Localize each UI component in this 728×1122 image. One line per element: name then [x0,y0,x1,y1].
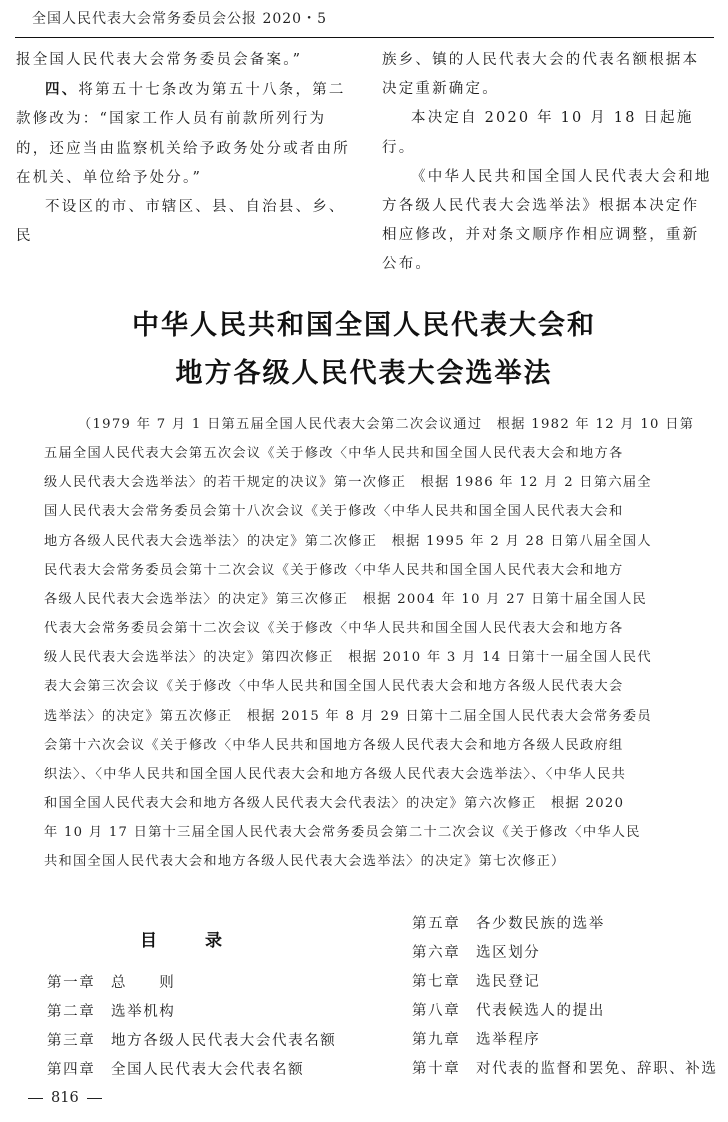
toc-list-left [47,969,336,1085]
toc-item[interactable] [412,997,718,1026]
toc-item[interactable] [47,1027,336,1056]
history-line: 选举法〉的决定》第五次修正 根据 2015 年 8 月 29 日第十二届全国人民代表大会常务委员 [44,708,652,724]
page-number [20,1090,110,1106]
paragraph [16,193,354,251]
header-rule [15,37,714,38]
paragraph [382,46,714,104]
toc-chapter-name: 对代表的监督和罢免、辞职、补选 [476,1061,718,1078]
history-line: 表大会第三次会议《关于修改〈中华人民共和国全国人民代表大会和地方各级人民代表大会 [44,679,624,695]
paragraph-text: 《中华人民共和国全国人民代表大会和地方各级人民代表大会选举法》根据本决定作相应修改，并对条文顺序作相应调整，重新公布。 [382,168,712,273]
history-line: 和国全国人民代表大会和地方各级人民代表大会代表法〉的决定》第六次修正 根据 2020 [44,796,625,812]
paragraph-text: 族乡、镇的人民代表大会的代表名额根据本决定重新确定。 [382,52,700,98]
history-line: 国人民代表大会常务委员会第十八次会议《关于修改〈中华人民共和国全国人民代表大会和 [44,504,624,520]
law-title-line-2: 地方各级人民代表大会选举法 [175,358,553,389]
paragraph-text: 不设区的市、市辖区、县、自治县、乡、民 [16,199,346,245]
dash-decoration [28,1098,43,1099]
toc-item[interactable] [47,969,336,998]
toc-chapter-name: 代表候选人的提出 [476,1003,605,1020]
history-line: 地方各级人民代表大会选举法〉的决定》第二次修正 根据 1995 年 2 月 28 日第八届全国人 [44,533,652,549]
item-number: 四、 [45,81,79,99]
toc-item[interactable] [412,1026,718,1055]
paragraph [16,46,354,75]
history-line: 年 10 月 17 日第十三届全国人民代表大会常务委员会第二十二次会议《关于修改〈中华人民 [44,825,641,841]
toc-chapter-number: 第八章 [412,1003,461,1020]
toc-chapter-name: 地方各级人民代表大会代表名额 [111,1033,337,1050]
paragraph-text: 报全国人民代表大会常务委员会备案。” [16,52,303,68]
history-line: 级人民代表大会选举法〉的决定》第四次修正 根据 2010 年 3 月 14 日第十一届全国人民代 [44,650,652,666]
history-line: 代表大会常务委员会第十二次会议《关于修改〈中华人民共和国全国人民代表大会和地方各 [44,621,624,637]
toc-chapter-number: 第五章 [412,916,461,932]
toc-chapter-name: 选民登记 [476,974,541,991]
toc-chapter-name: 总 则 [111,975,176,991]
toc-chapter-number: 第十章 [412,1061,461,1078]
left-column-text [16,46,354,251]
toc-chapter-number: 第三章 [47,1033,96,1050]
history-line: 级人民代表大会选举法〉的若干规定的决议》第一次修正 根据 1986 年 12 月 2 日第六届全 [44,475,652,491]
toc-item[interactable] [47,1056,336,1085]
law-title [0,302,728,398]
toc-heading-char: 录 [205,931,222,951]
history-line: 织法〉、〈中华人民共和国全国人民代表大会和地方各级人民代表大会选举法〉、〈中华人民共 [44,766,627,782]
history-line: 共和国全国人民代表大会和地方各级人民代表大会选举法〉的决定》第七次修正） [44,854,566,870]
toc-item[interactable] [47,998,336,1027]
paragraph-text: 本决定自 2020 年 10 月 18 日起施行。 [382,110,694,156]
history-line: 各级人民代表大会选举法〉的决定》第三次修正 根据 2004 年 10 月 27 日第十届全国人民 [44,591,648,607]
history-line: （1979 年 7 月 1 日第五届全国人民代表大会第二次会议通过 根据 1982 年 12 月 10 日第 [78,417,695,432]
toc-chapter-name: 选举机构 [111,1004,176,1021]
law-title-line-1: 中华人民共和国全国人民代表大会和 [132,310,596,341]
toc-chapter-name: 各少数民族的选举 [476,916,605,932]
page-number-text: 816 [51,1090,79,1106]
amendment-history [44,410,695,877]
toc-chapter-number: 第六章 [412,945,461,962]
paragraph [382,104,714,162]
toc-chapter-name: 选举程序 [476,1032,541,1049]
toc-item[interactable] [412,910,718,939]
toc-chapter-number: 第二章 [47,1004,96,1021]
toc-item[interactable] [412,968,718,997]
history-line: 会第十六次会议《关于修改〈中华人民共和国地方各级人民代表大会和地方各级人民政府组 [44,737,624,753]
toc-chapter-number: 第七章 [412,974,461,991]
toc-heading-char: 目 [140,931,157,951]
history-line: 五届全国人民代表大会第五次会议《关于修改〈中华人民共和国全国人民代表大会和地方各 [44,446,624,462]
toc-item[interactable] [412,939,718,968]
right-column-text [382,46,714,280]
toc-heading [140,926,222,951]
toc-chapter-name: 选区划分 [476,945,541,962]
toc-chapter-name: 全国人民代表大会代表名额 [111,1062,305,1079]
history-line: 民代表大会常务委员会第十二次会议《关于修改〈中华人民共和国全国人民代表大会和地方 [44,562,624,578]
toc-chapter-number: 第九章 [412,1032,461,1049]
toc-list-right [412,910,718,1085]
toc-chapter-number: 第四章 [47,1062,96,1079]
running-head: 全国人民代表大会常务委员会公报 2020・5 [32,11,327,27]
toc-chapter-number: 第一章 [47,975,96,991]
dash-decoration [87,1098,102,1099]
paragraph-text: 将第五十七条改为第五十八条，第二款修改为：“国家工作人员有前款所列行为的，还应当由监察机关给予政务处分或者由所在机关、单位给予处分。” [16,82,350,186]
toc-item[interactable] [412,1055,718,1084]
paragraph [382,163,714,280]
paragraph [16,75,354,193]
